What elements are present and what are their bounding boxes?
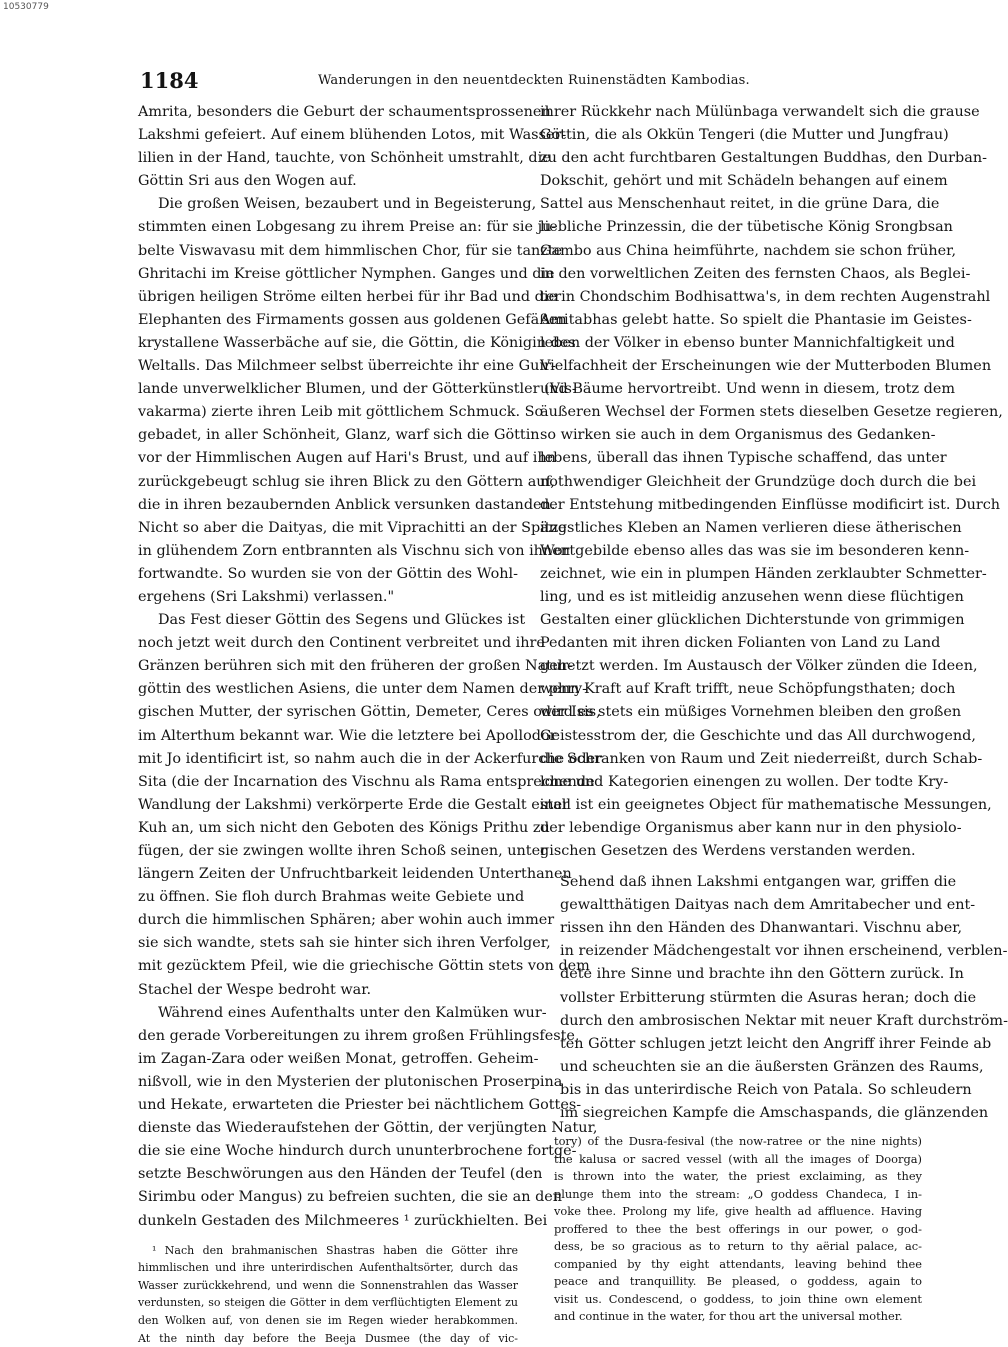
right-main-text — [540, 101, 1008, 1125]
text-line: Kuh an, um sich nicht den Geboten des Königs Prithu zu — [138, 819, 550, 836]
text-line: wird es stets ein müßiges Vornehmen bleiben den großen — [540, 704, 962, 721]
text-line: Sattel aus Menschenhaut reitet, in die grüne Dara, die — [540, 196, 940, 213]
page-number: 1184 — [140, 68, 199, 93]
text-line: dienste das Wiederaufstehen der Göttin, der verjüngten Natur, — [138, 1120, 598, 1137]
text-line: noch jetzt weit durch den Continent verbreitet und ihre — [138, 635, 545, 652]
text-line: setzte Beschwörungen aus den Händen der Teufel (den — [138, 1166, 543, 1183]
text-line: Pedanten mit ihren dicken Folianten von Land zu Land — [540, 635, 941, 652]
footnote-line: peace and tranquillity. Be pleased, o goddess, again to — [554, 1274, 922, 1289]
text-line: Elephanten des Firmaments gossen aus goldenen Gefäßen — [138, 311, 567, 328]
text-line: in den vorweltlichen Zeiten des fernsten Chaos, als Beglei- — [540, 265, 971, 282]
text-line: ihrer Rückkehr nach Mülünbaga verwandelt sich die grause — [540, 104, 980, 120]
text-line: Nicht so aber die Daityas, die mit Viprachitti an der Spitze — [138, 519, 567, 536]
text-line: übrigen heiligen Ströme eilten herbei für ihr Bad und die — [138, 288, 558, 305]
text-line: gischen Mutter, der syrischen Göttin, Demeter, Ceres oder Isis, — [138, 704, 601, 721]
text-line: der lebendige Organismus aber kann nur in den physiolo- — [540, 819, 962, 836]
text-line: ten Götter schlugen jetzt leicht den Angriff ihrer Feinde ab — [560, 1035, 992, 1052]
footnote-line: visit us. Condescend, o goddess, to join thine own element — [554, 1291, 922, 1306]
text-line: ling, und es ist mitleidig anzusehen wenn diese flüchtigen — [540, 588, 964, 605]
text-line: durch die himmlischen Sphären; aber wohin auch immer — [138, 912, 555, 929]
text-line: mit Jo identificirt ist, so nahm auch die in der Ackerfurche oder — [138, 750, 602, 767]
text-line: fortwandte. So wurden sie von der Göttin des Wohl- — [138, 565, 518, 582]
text-line: durch den ambrosischen Nektar mit neuer Kraft durchström- — [560, 1012, 1008, 1029]
text-line: in glühendem Zorn entbrannten als Vischnu sich von ihnen — [138, 542, 570, 559]
footnote-line: tory) of the Dusra-fesival (the now-ratree or the nine nights) — [554, 1134, 922, 1149]
text-line: krystallene Wasserbäche auf sie, die Göttin, die Königin des — [138, 334, 576, 351]
text-line: Wortgebilde ebenso alles das was sie im besonderen kenn- — [540, 542, 970, 559]
text-line: Vielfachheit der Erscheinungen wie der Mutterboden Blumen — [540, 358, 992, 375]
text-line: nothwendiger Gleichheit der Grundzüge doch durch die bei — [540, 473, 977, 490]
footnote-line: verdunsten, so steigen die Götter in dem verflüchtigten Element zu — [138, 1296, 518, 1310]
text-line: gischen Gesetzen des Werdens verstanden werden. — [540, 843, 916, 859]
text-line: göttin des westlichen Asiens, die unter dem Namen der phry- — [138, 681, 588, 698]
footnote-line: den Wolken auf, von denen sie im Regen wieder herabkommen. — [138, 1313, 518, 1327]
text-line: fügen, der sie zwingen wollte ihren Schoß seinen, unter — [138, 843, 547, 859]
text-line: vakarma) zierte ihren Leib mit göttlichem Schmuck. So — [138, 404, 544, 421]
text-line: dete ihre Sinne und brachte ihn den Göttern zurück. In — [560, 966, 964, 983]
text-line: bis in das unterirdische Reich von Patala. So schleudern — [560, 1081, 972, 1098]
text-line: zu öffnen. Sie floh durch Brahmas weite Gebiete und — [138, 889, 525, 906]
text-line: den gerade Vorbereitungen zu ihrem großen Frühlingsfeste, — [138, 1027, 580, 1044]
text-line: im Zagan-Zara oder weißen Monat, getroffen. Geheim- — [138, 1050, 539, 1067]
text-line: Göttin, die als Okkün Tengeri (die Mutter und Jungfrau) — [540, 127, 949, 144]
text-line: lone und Kategorien einengen zu wollen. Der todte Kry- — [540, 773, 949, 790]
running-head: Wanderungen in den neuentdeckten Ruinenstädten Kambodias. — [318, 73, 750, 88]
footnote-line: is thrown into the water, the priest exclaiming, as they — [554, 1169, 922, 1184]
text-line: vor der Himmlischen Augen auf Hari's Brust, und auf ihn — [138, 450, 556, 467]
text-line: gewaltthätigen Daityas nach dem Amritabecher und ent- — [560, 897, 976, 914]
text-line: Weltalls. Das Milchmeer selbst überreichte ihr eine Guir- — [138, 358, 556, 375]
text-line: die Schranken von Raum und Zeit niederreißt, durch Schab- — [540, 750, 983, 767]
footnote-line: Wasser zurückkehrend, und wenn die Sonnenstrahlen das Wasser — [138, 1278, 518, 1292]
text-line: längern Zeiten der Unfruchtbarkeit leidenden Unterthanen — [138, 866, 572, 883]
text-line: Sehend daß ihnen Lakshmi entgangen war, griffen die — [560, 874, 957, 891]
paragraph-gap — [540, 863, 922, 871]
text-line: und Hekate, erwarteten die Priester bei nächtlichem Gottes- — [138, 1097, 582, 1114]
text-line: gehetzt werden. Im Austausch der Völker zünden die Ideen, — [540, 658, 978, 675]
text-line: mit gezücktem Pfeil, wie die griechische Göttin stets von dem — [138, 958, 590, 975]
scan-id: 10530779 — [3, 2, 49, 12]
text-line: im siegreichen Kampfe die Amschaspands, die glänzenden — [560, 1105, 989, 1122]
text-line: Sirimbu oder Mangus) zu befreien suchten, die sie an den — [138, 1189, 563, 1206]
text-line: rissen ihn den Händen des Dhanwantari. Vischnu aber, — [560, 920, 963, 937]
text-line: im Alterthum bekannt war. Wie die letztere bei Apollodor — [138, 727, 557, 744]
text-line: Sita (die der Incarnation des Vischnu als Rama entsprechende — [138, 773, 595, 790]
text-line: Amrita, besonders die Geburt der schaumentsprossenen — [138, 104, 551, 120]
text-line: lande unverwelklicher Blumen, und der Götterkünstler (Vis- — [138, 381, 577, 398]
text-line: lilien in der Hand, tauchte, von Schönheit umstrahlt, die — [138, 150, 551, 167]
text-line: stimmten einen Lobgesang zu ihrem Preise an: für sie ju- — [138, 219, 557, 236]
text-line: Amitabhas gelebt hatte. So spielt die Phantasie im Geistes- — [540, 311, 972, 328]
left-column — [138, 101, 602, 1347]
text-line: der Entstehung mitbedingenden Einflüsse modificirt ist. Durch — [540, 496, 1001, 513]
footnote-line: plunge them into the stream: „O goddess Chandeca, I in- — [554, 1186, 922, 1201]
text-line: ergehens (Sri Lakshmi) verlassen." — [138, 588, 395, 605]
text-line: und Bäume hervortreibt. Und wenn in diesem, trotz dem — [540, 381, 955, 398]
text-line: sie sich wandte, stets sah sie hinter sich ihren Verfolger, — [138, 935, 551, 952]
text-line: Ghritachi im Kreise göttlicher Nymphen. Ganges und die — [138, 265, 555, 282]
footnote-line: dess, be so gracious as to return to thy aërial palace, ac- — [554, 1239, 922, 1254]
footnote-line: and continue in the water, for thou art the universal mother. — [554, 1309, 903, 1324]
text-line: äußeren Wechsel der Formen stets dieselben Gesetze regieren, — [540, 404, 1003, 421]
text-line: Gambo aus China heimführte, nachdem sie schon früher, — [540, 242, 957, 259]
text-line: Gränzen berühren sich mit den früheren der großen Natur- — [138, 658, 573, 675]
text-line: wenn Kraft auf Kraft trifft, neue Schöpfungsthaten; doch — [540, 681, 956, 698]
text-line: Wandlung der Lakshmi) verkörperte Erde die Gestalt einer — [138, 796, 570, 813]
text-line: dunkeln Gestaden des Milchmeeres ¹ zurückhielten. Bei — [138, 1212, 548, 1229]
text-line: lebens, überall das ihnen Typische schaffend, das unter — [540, 450, 947, 467]
footnote-line: At the ninth day before the Beeja Dusmee (the day of vic- — [138, 1331, 518, 1345]
right-footnote — [540, 1133, 922, 1326]
text-line: leben der Völker in ebenso bunter Mannichfaltigkeit und — [540, 334, 955, 351]
text-line: Stachel der Wespe bedroht war. — [138, 981, 372, 998]
text-line: ängstliches Kleben an Namen verlieren diese ätherischen — [540, 519, 962, 536]
text-line: stall ist ein geeignetes Object für mathematische Messungen, — [540, 796, 992, 813]
text-line: Göttin Sri aus den Wogen auf. — [138, 173, 357, 190]
text-line: Gestalten einer glücklichen Dichterstunde von grimmigen — [540, 612, 965, 629]
footnote-line: voke thee. Prolong my life, give health ad affluence. Having — [554, 1204, 922, 1219]
text-line: Lakshmi gefeiert. Auf einem blühenden Lotos, mit Wasser- — [138, 127, 567, 144]
text-line: vollster Erbitterung stürmten die Asuras heran; doch die — [560, 989, 977, 1006]
text-line: zurückgebeugt schlug sie ihren Blick zu den Göttern auf, — [138, 473, 555, 490]
footnote-line: himmlischen und ihre unterirdischen Aufenthaltsörter, durch das — [138, 1261, 518, 1275]
text-line: belte Viswavasu mit dem himmlischen Chor, für sie tanzte — [138, 242, 563, 259]
text-line: zeichnet, wie ein in plumpen Händen zerklaubter Schmetter- — [540, 565, 987, 582]
text-line: terin Chondschim Bodhisattwa's, in dem rechten Augenstrahl — [540, 288, 991, 305]
text-line: und scheuchten sie an die äußersten Gränzen des Raums, — [560, 1058, 984, 1075]
text-line: liebliche Prinzessin, die der tübetische König Srongbsan — [540, 219, 953, 236]
text-line: Die großen Weisen, bezaubert und in Begeisterung, — [158, 196, 537, 213]
text-line: nißvoll, wie in den Mysterien der plutonischen Proserpina — [138, 1073, 563, 1090]
footnote-line: ¹ Nach den brahmanischen Shastras haben die Götter ihre — [152, 1243, 518, 1257]
left-main-text — [138, 101, 602, 1233]
text-line: Während eines Aufenthalts unter den Kalmüken wur- — [158, 1004, 547, 1021]
text-line: in reizender Mädchengestalt vor ihnen erscheinend, verblen- — [560, 943, 1008, 960]
text-line: Geistesstrom der, die Geschichte und das All durchwogend, — [540, 727, 976, 744]
text-line: die sie eine Woche hindurch durch ununterbrochene fortge- — [138, 1143, 577, 1160]
text-line: Das Fest dieser Göttin des Segens und Glückes ist — [158, 612, 526, 629]
footnote-line: proffered to thee the best offerings in our power, o god- — [554, 1221, 922, 1236]
text-line: so wirken sie auch in dem Organismus des Gedanken- — [540, 427, 936, 444]
right-column — [540, 101, 1008, 1326]
text-line: Dokschit, gehört und mit Schädeln behangen auf einem — [540, 173, 948, 190]
footnote-line: companied by thy eight attendants, leaving behind thee — [554, 1256, 922, 1271]
text-line: zu den acht furchtbaren Gestaltungen Buddhas, den Durban- — [540, 150, 987, 167]
text-line: gebadet, in aller Schönheit, Glanz, warf sich die Göttin — [138, 427, 540, 444]
footnote-line: the kalusa or sacred vessel (with all the images of Doorga) — [554, 1151, 922, 1166]
text-line: die in ihren bezaubernden Anblick versunken dastanden. — [138, 496, 556, 513]
left-footnote — [138, 1242, 518, 1347]
